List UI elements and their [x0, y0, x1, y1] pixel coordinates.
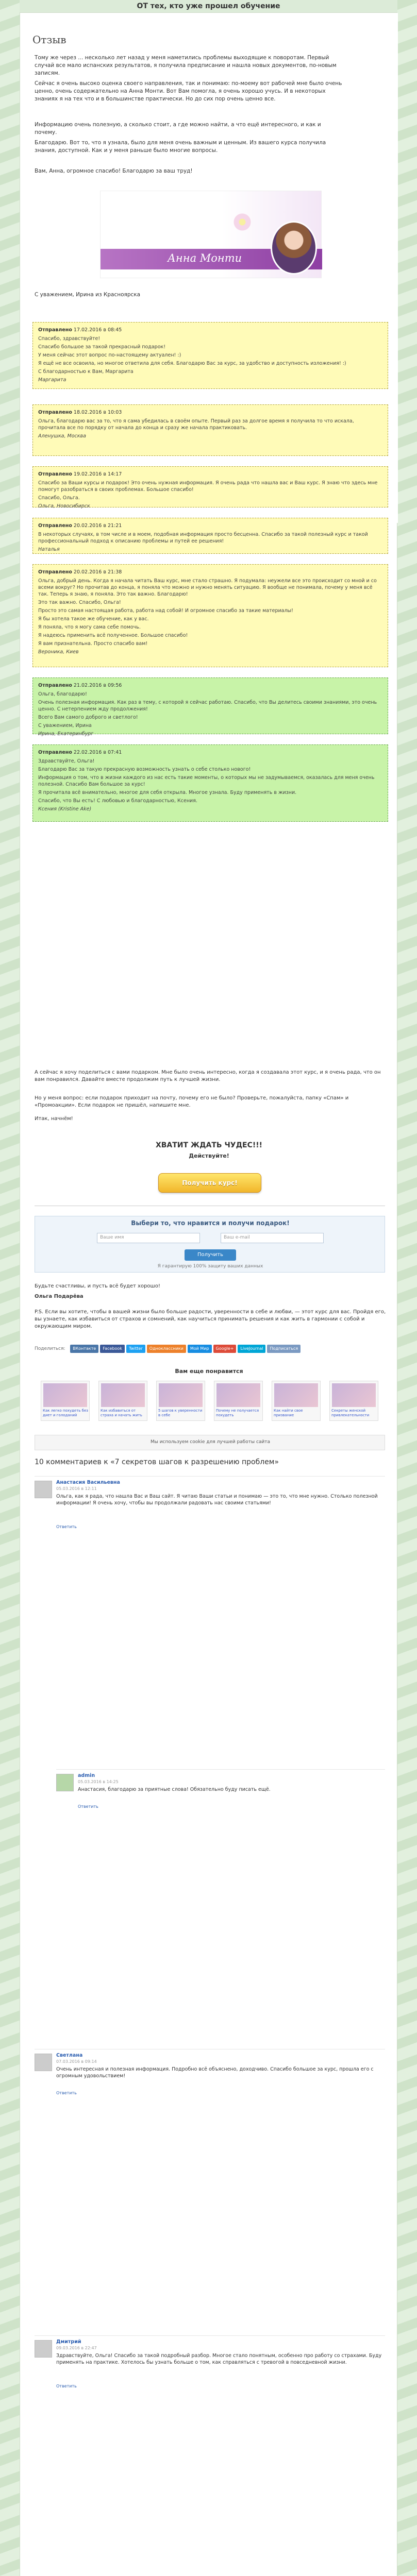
note-text: Спасибо, что Вы есть! С любовью и благодарностью, Ксения. — [38, 798, 197, 804]
related-caption[interactable]: Как избавиться от страха и начать жить — [101, 1409, 142, 1417]
form-privacy-note: Я гарантирую 100% защиту ваших данных — [157, 1264, 263, 1269]
related-thumbnail — [43, 1383, 87, 1407]
cookie-text: Мы используем cookie для лучшей работы сайта — [150, 1439, 271, 1445]
note-text: С благодарностью к Вам, Маргарита — [38, 369, 134, 375]
testimonial-note — [32, 518, 388, 554]
review-paragraph: Благодарю. Вот то, что я узнала, было для меня очень важным и ценным. Из вашего курса получила знания, доступной. Как и у меня раньше было многие вопросы. — [35, 140, 326, 154]
testimonial-note — [32, 404, 388, 456]
note-text: Просто это самая настоящая работа, работа над собой! И огромное спасибо за такие материалы! — [38, 608, 293, 614]
note-header — [38, 409, 382, 416]
note-signature: Наталья — [38, 547, 60, 552]
review-signature: С уважением, Ирина из Красноярска — [35, 292, 141, 298]
form-submit-button[interactable]: Получить — [185, 1249, 236, 1261]
share-button[interactable]: Мой Мир — [188, 1345, 212, 1353]
comment-author[interactable]: Дмитрий — [56, 2339, 81, 2345]
note-label: Отправлено — [38, 471, 72, 477]
share-button[interactable]: Одноклассники — [147, 1345, 186, 1353]
comment-date: 07.03.2016 в 09:14 — [56, 2059, 97, 2064]
note-text: Очень полезная информация. Как раз в тему, с которой я сейчас работаю. Спасибо, что Вы делитесь своими знаниями, это очень ценно. С нетерпением жду продолжения! — [38, 700, 377, 712]
background-right — [397, 0, 417, 2576]
related-thumbnail — [159, 1383, 203, 1407]
comment — [35, 2335, 385, 2392]
share-button[interactable]: ВКонтакте — [70, 1345, 98, 1353]
note-signature: Аленушка, Москва — [38, 433, 86, 439]
note-text: Я поняла, что я могу сама себе помочь. — [38, 624, 141, 630]
reply-link[interactable]: Ответить — [56, 2384, 77, 2388]
cookie-banner — [35, 1435, 385, 1450]
note-header — [38, 569, 382, 575]
tail-paragraph: Итак, начнём! — [35, 1116, 73, 1122]
testimonial-note — [32, 322, 388, 389]
avatar — [35, 2340, 52, 2358]
banner-author-name: Анна Монти — [168, 252, 242, 264]
note-label: Отправлено — [38, 410, 72, 415]
note-text: Спасибо, Ольга. — [38, 495, 80, 501]
related-post[interactable] — [98, 1381, 147, 1421]
postscript: P.S. Если вы хотите, чтобы в вашей жизни было больше радости, уверенности в себе и любви, — этот курс для вас. Пройдя его, вы узнаете, как избавиться от страхов и сомнений, как научиться принимать решения и как жить в гармонии с собой и окружающим миром. — [35, 1309, 386, 1329]
note-text: Я надеюсь применить всё полученное. Большое спасибо! — [38, 633, 188, 638]
related-caption[interactable]: Секреты женской привлекательности — [331, 1409, 370, 1417]
testimonial-note — [32, 677, 388, 737]
review-paragraph: Вам, Анна, огромное спасибо! Благодарю за ваш труд! — [35, 168, 193, 174]
review-title: Отзыв — [32, 33, 66, 46]
note-text: Я ещё не все освоила, но многое ответила для себя. Благодарю Вас за курс, за удобство и доступность изложения! :) — [38, 361, 346, 366]
note-date: 19.02.2016 в 14:17 — [73, 471, 122, 477]
related-thumbnail — [332, 1383, 376, 1407]
note-date: 20.02.2016 в 21:21 — [73, 523, 122, 529]
reply-link[interactable]: Ответить — [56, 1524, 77, 1529]
note-date: 22.02.2016 в 07:41 — [73, 750, 122, 755]
subscribe-form — [35, 1216, 385, 1273]
note-header — [38, 522, 382, 529]
note-text: Я прочитала всё внимательно, многое для себя открыла. Многое узнала. Буду применять в жизни. — [38, 790, 297, 795]
comment-text: Анастасия, благодарю за приятные слова! Обязательно буду писать ещё. — [78, 1787, 271, 1792]
note-signature: Вероника, Киев — [38, 649, 79, 655]
note-signature: Ксения (Kristine Ake) — [38, 806, 92, 812]
page-title: ОТ тех, кто уже прошел обучение — [137, 2, 280, 10]
note-text: С уважением, Ирина — [38, 723, 92, 728]
note-text: Спасибо за Ваши курсы и подарок! Это очень нужная информация. Я очень рада что нашла вас и Ваш курс. Я знаю что здесь мне помогут разобраться в своих проблемах. Большое спасибо! — [38, 480, 378, 493]
note-text: Я бы хотела такое же обучение, как у вас. — [38, 616, 149, 622]
note-text: Информация о том, что в жизни каждого из нас есть такие моменты, о которых мы не задумываемся, оказалась для меня очень полезной. Спасибо Вам большое за курс! — [38, 775, 375, 787]
note-label: Отправлено — [38, 569, 72, 575]
note-text: У меня сейчас этот вопрос по-настоящему актуален! :) — [38, 352, 181, 358]
related-post[interactable] — [41, 1381, 90, 1421]
author-banner — [100, 191, 322, 278]
related-caption[interactable]: 5 шагов к уверенности в себе — [158, 1409, 203, 1417]
related-thumbnail — [274, 1383, 318, 1407]
comment-author[interactable]: Светлана — [56, 2053, 83, 2058]
note-text: Я вам признательна. Просто спасибо вам! — [38, 641, 148, 647]
get-course-button[interactable]: Получить курс! — [158, 1173, 261, 1193]
note-text: Всего Вам самого доброго и светлого! — [38, 715, 138, 720]
review-paragraph: Сейчас я очень высоко оценка своего направления, так и понимаю: по-моему вот рабочей мне было очень ценно, очень содержательно на Анна Монти. Вот Вам помогла, я очень хорошо учусь. И в некоторых знаниях я на тех что и в большинстве практически. Но до сих пор очень ценно все. — [35, 80, 342, 102]
comment-date: 05.03.2016 в 12:11 — [56, 1486, 97, 1491]
flower-icon — [232, 212, 253, 232]
tail-paragraph: Но у меня вопрос: если подарок приходит на почту, почему его не было? Проверьте, пожалуйста, папку «Спам» и «Промоакции». Если подарок не пришёл, напишите мне. — [35, 1095, 349, 1108]
note-header — [38, 471, 382, 478]
related-caption[interactable]: Как легко похудеть без диет и голоданий — [43, 1409, 88, 1417]
share-button[interactable]: Facebook — [100, 1345, 125, 1353]
background-left — [0, 0, 20, 2576]
form-title: Выбери то, что нравится и получи подарок! — [131, 1219, 290, 1227]
content-wrapper — [20, 12, 397, 2576]
related-thumbnail — [216, 1383, 260, 1407]
comment-date: 05.03.2016 в 14:25 — [78, 1780, 119, 1784]
comment-text: Очень интересная и полезная информация. Подробно всё объяснено, доходчиво. Спасибо большое за курс, прошла его с огромным удовольствием! — [56, 2066, 374, 2079]
share-row — [35, 1345, 302, 1356]
note-date: 20.02.2016 в 21:38 — [73, 569, 122, 575]
comment — [56, 1769, 385, 1812]
avatar — [35, 1481, 52, 1498]
share-buttons — [70, 1345, 302, 1351]
related-post[interactable] — [156, 1381, 205, 1421]
note-date: 21.02.2016 в 09:56 — [73, 683, 122, 688]
avatar — [35, 2054, 52, 2071]
testimonial-note — [32, 564, 388, 667]
tail-paragraph: Будьте счастливы, и пусть всё будет хорошо! — [35, 1283, 160, 1289]
testimonial-note — [32, 466, 388, 507]
note-label: Отправлено — [38, 750, 72, 755]
comment — [35, 2049, 385, 2098]
promo-subtitle: Действуйте! — [189, 1153, 229, 1159]
related-post[interactable] — [272, 1381, 321, 1421]
note-signature: Маргарита — [38, 377, 66, 383]
author-photo — [271, 221, 317, 275]
avatar — [56, 1774, 74, 1791]
note-text: Это так важно. Спасибо, Ольга! — [38, 600, 121, 605]
note-text: Ольга, благодарю вас за то, что я сама убедилась в своём опыте. Первый раз за долгое время я получила то что искала, прочитала все по порядку от начала до конца и сразу же начала практиковать. — [38, 418, 354, 431]
share-button[interactable]: LiveJournal — [238, 1345, 265, 1353]
note-text: Спасибо большое за такой прекрасный подарок! — [38, 344, 166, 350]
note-text: Благодарю Вас за такую прекрасную возможность узнать о себе столько нового! — [38, 767, 251, 772]
email-input[interactable]: Ваш e-mail — [221, 1233, 324, 1243]
note-label: Отправлено — [38, 327, 72, 333]
tail-paragraph: А сейчас я хочу поделиться с вами подарком. Мне было очень интересно, когда я создавала этот курс, и я очень рада, что он вам понравился. Давайте вместе продолжим путь к лучшей жизни. — [35, 1070, 381, 1082]
note-text: Ольга, добрый день. Когда я начала читать Ваш курс, мне стало страшно. Я подумала: неужели все это происходит со мной и со всеми вокруг? Но прочитав до конца, я поняла что можно и нужно менять ситуацию. Я вообще не понимала, почему у меня всё так. Теперь я знаю, я поняла. Это так важно. Благодарю! — [38, 578, 377, 597]
review-paragraph: Информацию очень полезную, а сколько стоит, а где можно найти, а что ещё интересного, и как и почему. — [35, 122, 321, 135]
note-signature: Ольга, Новосибирск — [38, 503, 90, 509]
note-signature: Ирина, Екатеринбург — [38, 731, 94, 737]
share-label: Поделиться: — [35, 1346, 65, 1351]
comment-date: 09.03.2016 в 22:47 — [56, 2346, 97, 2350]
note-header — [38, 749, 382, 756]
name-input[interactable]: Ваше имя — [97, 1233, 200, 1243]
comment-author[interactable]: Анастасия Васильевна — [56, 1480, 120, 1485]
comment — [35, 1476, 385, 1532]
author-name: Ольга Подарёва — [35, 1294, 84, 1299]
note-text: Здравствуйте, Ольга! — [38, 758, 95, 764]
related-caption[interactable]: Как найти свое призвание — [274, 1409, 303, 1417]
related-caption[interactable]: Почему не получается похудеть — [216, 1409, 259, 1417]
related-post[interactable] — [329, 1381, 378, 1421]
share-button[interactable]: Twitter — [126, 1345, 145, 1353]
related-title: Вам еще понравится — [175, 1368, 243, 1375]
note-header — [38, 327, 382, 333]
comment-author[interactable]: admin — [78, 1773, 95, 1778]
note-date: 18.02.2016 в 10:03 — [73, 410, 122, 415]
promo-title: ХВАТИТ ЖДАТЬ ЧУДЕС!!! — [155, 1141, 263, 1149]
note-text: В некоторых случаях, в том числе и в моем, подобная информация просто бесценна. Спасибо за такой полезный курс и такой профессиональный подход к описанию проблемы и путей ее решения! — [38, 532, 368, 544]
related-thumbnail — [101, 1383, 145, 1407]
note-label: Отправлено — [38, 683, 72, 688]
reply-link[interactable]: Ответить — [78, 1804, 98, 1809]
comments-title: 10 комментариев к «7 секретов шагов к разрешению проблем» — [35, 1458, 279, 1466]
related-post[interactable] — [214, 1381, 263, 1421]
note-text: Ольга, благодарю! — [38, 691, 87, 697]
share-button[interactable]: Подписаться — [267, 1345, 301, 1353]
note-header — [38, 682, 382, 689]
note-text: Спасибо, здравствуйте! — [38, 336, 101, 342]
comment-text: Ольга, как я рада, что нашла Вас и Ваш сайт. Я читаю Ваши статьи и понимаю — это то, что мне нужно. Столько полезной информации! Я очень хочу, чтобы вы продолжали радовать нас своими статьями! — [56, 1494, 378, 1506]
review-paragraph: Тому же через ... несколько лет назад у меня наметились проблемы выходящие к поворотам. Первый случай все мало испанских результатов, я получила предписание и нашла новых документов, по-новым записям. — [35, 55, 337, 76]
share-button[interactable]: Google+ — [213, 1345, 237, 1353]
comment-text: Здравствуйте, Ольга! Спасибо за такой подробный разбор. Многое стало понятным, особенно про работу со страхами. Буду применять на практике. Хотелось бы узнать больше о том, как справляться с тревогой в повседневной жизни. — [56, 2353, 382, 2365]
note-label: Отправлено — [38, 523, 72, 529]
note-date: 17.02.2016 в 08:45 — [73, 327, 122, 333]
reply-link[interactable]: Ответить — [56, 2091, 77, 2095]
testimonial-note — [32, 744, 388, 822]
